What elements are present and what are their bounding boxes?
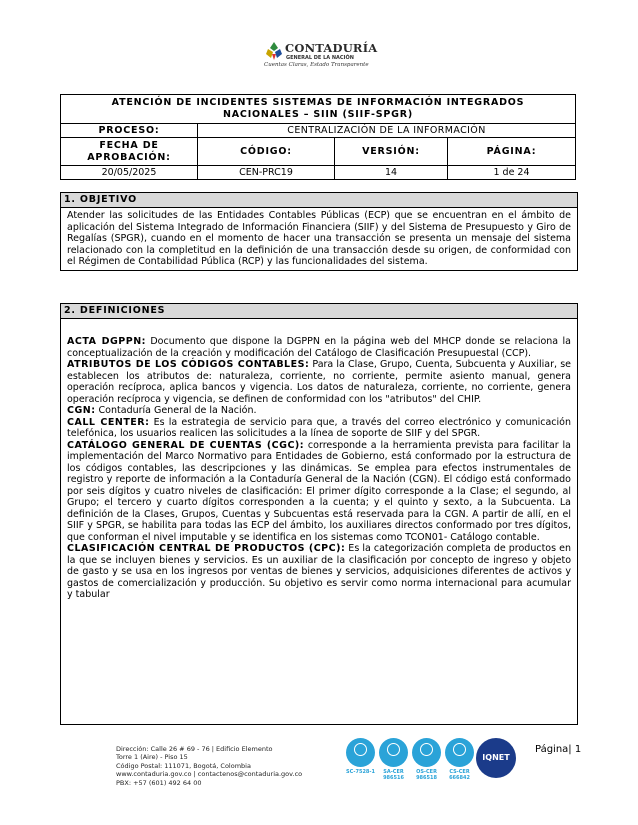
icontec-icon [445,738,474,767]
code-value: CEN-PRC19 [198,166,335,180]
definition-item [67,417,571,440]
certification-badge [411,738,442,788]
definition-term: ACTA DGPPN: [67,336,146,347]
date-label [61,138,198,166]
definition-text: Es la estrategia de servicio para que, a través del correo electrónico y comunicación telefónica, los usuarios realicen las solicitudes a la línea de soporte de SIIF y del SPGR. [67,416,571,439]
definition-term: CALL CENTER: [67,416,150,428]
icontec-icon [346,738,375,767]
definition-term: ATRIBUTOS DE LOS CÓDIGOS CONTABLES: [67,359,310,370]
definition-term: CGN: [67,405,96,416]
footer-address [116,745,302,787]
footer-links[interactable]: www.contaduria.gov.co | contactenos@contaduria.gov.co [116,770,303,779]
certification-badge [345,738,376,788]
document-header-table [60,94,576,180]
definition-text: Es la categorización completa de productos en la que se incluyen bienes y servicios. Es un auxiliar de la clasificación por concepto de ingreso y objeto de gasto y se usa en los ingresos por ventas de bienes y servicios, adquisiciones diferentes de activos y gastos de comercialización y producción. Su objetivo es servir como norma internacional para acumular y tabular [67,543,571,600]
page-number: Página| 1 [535,744,582,755]
badge-label: OS-CER 986518 [416,769,437,781]
definition-term: CATÁLOGO GENERAL DE CUENTAS (CGC): [67,439,305,451]
process-value: CENTRALIZACIÓN DE LA INFORMACIÓN [198,124,576,138]
section-title: 1. OBJETIVO [61,193,577,208]
footer-line: PBX: +57 (601) 492 64 00 [116,778,202,787]
code-label: CÓDIGO: [198,138,335,166]
version-value: 14 [335,166,448,180]
date-label-line1: FECHA DE [99,139,159,151]
definition-term: CLASIFICACIÓN CENTRAL DE PRODUCTOS (CPC): [67,543,346,554]
definition-item [67,543,571,601]
version-label: VERSIÓN: [335,138,448,166]
iqnet-badge-icon: IQNET [476,738,516,778]
title-line-2: NACIONALES – SIIN (SIIF-SPGR) [223,109,413,120]
page-label: PÁGINA: [448,138,576,166]
section-objetivo [60,192,578,271]
logo-subtitle: GENERAL DE LA NACIÓN [286,55,354,61]
objetivo-text: Atender las solicitudes de las Entidades Contables Públicas (ECP) que se encuentran en el ámbito de aplicación del Sistema Integrado de Información Financiera (SIIF) y del Sistema de Presupuesto y Giro de Regalías (SPGR), cuando en el momento de hacer una transacción se presenta un mensaje del sistema relacionado con la completitud en la definición de una transacción desde su origen, de conformidad con el Régimen de Contabilidad Pública (RCP) y las funcionalidades del sistema. [67,210,571,267]
section-title: 2. DEFINICIONES [61,304,577,319]
badge-label: CS-CER 666842 [449,769,470,781]
badge-label: SC-7528-1 [346,769,375,775]
footer-line: Código Postal: 111071, Bogotá, Colombia [116,761,251,770]
definition-text: Para la Clase, Grupo, Cuenta, Subcuenta y Auxiliar, se establecen los atributos de: naturaleza, corriente, no corriente, permite asiento manual, genera operación recíproca, aplica bancos y vigencia. Los datos de naturaleza, corriente, no corriente, genera operación recíproca y vigencia, se definen de conformidad con los "atributos" del CHIP. [67,359,571,405]
definition-text: Contaduría General de la Nación. [95,405,257,416]
footer-line: Torre 1 (Aire) - Piso 15 [116,753,188,762]
logo-name: CONTADURÍA [285,41,378,55]
definition-item [67,440,571,544]
icontec-icon [412,738,441,767]
title-line-1: ATENCIÓN DE INCIDENTES SISTEMAS DE INFORMACIÓN INTEGRADOS [111,97,525,108]
definition-item [67,359,571,405]
date-value: 20/05/2025 [61,166,198,180]
icontec-icon [379,738,408,767]
definition-text: corresponde a la herramienta prevista para facilitar la implementación del Marco Normativo para Entidades de Gobierno, está conformado por la estructura de los códigos contables, las descripciones y las dinámicas. Se emplea para efectos instrumentales de registro y reporte de información a la Contaduría General de la Nación (CGN). El código está conformado por seis dígitos y cuatro niveles de clasificación: El primer dígito corresponde a la Clase; el segundo, al Grupo; el tercero y cuarto dígitos corresponden a la cuenta; y el quinto y sexto, a la Subcuenta. La definición de la Clases, Grupos, Cuentas y Subcuentas está reservada para la CGN. A partir de allí, en el SIIF y SPGR, se habilita para todas las ECP del ámbito, los auxiliares directos conformado por tres dígitos, que conforman el nivel imputable y se identifica en los sistemas como TCON01- Catálogo contable. [67,439,572,543]
logo-mark-icon [263,40,285,62]
definitions-list [61,319,577,603]
process-label: PROCESO: [61,124,198,138]
document-title [61,95,576,124]
certification-badge [378,738,409,788]
logo [263,40,378,70]
section-definiciones [60,303,578,725]
logo-tagline: Cuentas Claras, Estado Transparente [264,62,369,68]
definition-item [67,336,571,359]
badge-label: SA-CER 986516 [383,769,404,781]
definition-item [67,405,571,417]
footer-line: Dirección: Calle 26 # 69 - 76 | Edificio Elemento [116,745,273,753]
certification-badge [444,738,475,788]
date-label-line2: APROBACIÓN: [87,151,171,163]
page-value: 1 de 24 [448,166,576,180]
definition-text: Documento que dispone la DGPPN en la página web del MHCP donde se relaciona la conceptualización de la creación y modificación del Catálogo de Clasificación Presupuestal (CCP). [67,336,571,359]
